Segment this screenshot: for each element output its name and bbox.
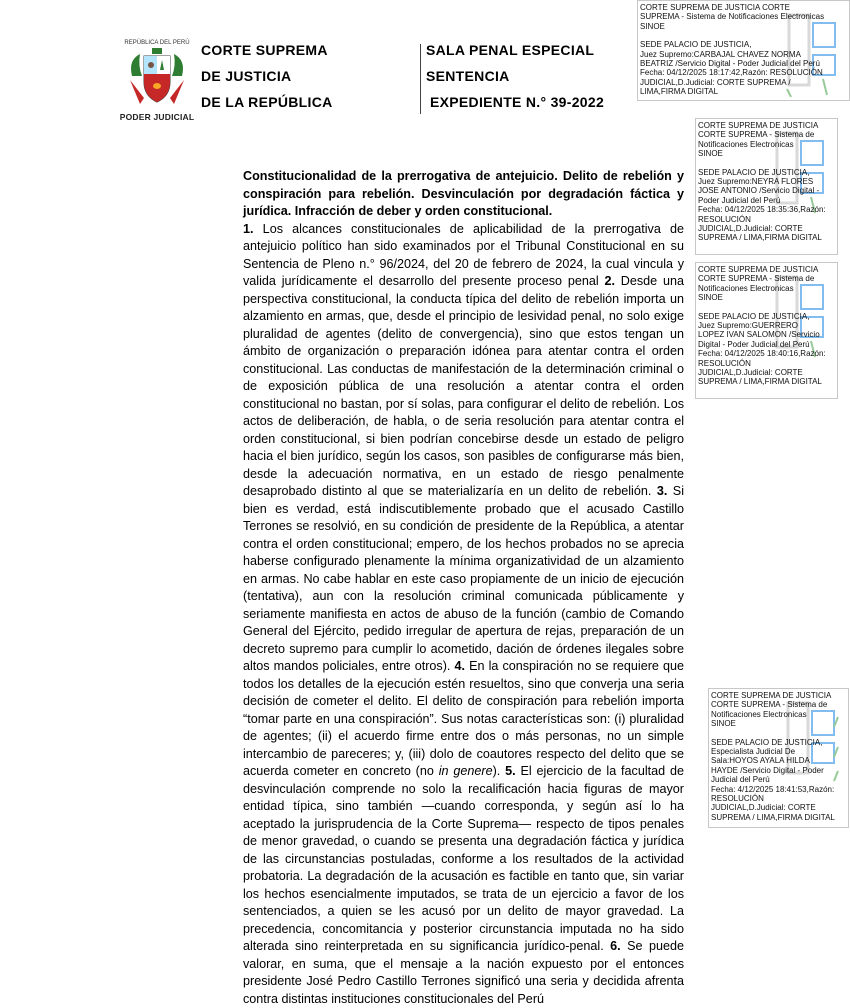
stamp-line: CORTE SUPREMA DE JUSTICIA CORTE [640, 3, 847, 12]
stamp-line: JUDICIAL,D.Judicial: CORTE [698, 224, 835, 233]
stamp-line: HAYDE /Servicio Digital - Poder [711, 766, 846, 775]
stamp-line: SEDE PALACIO DE JUSTICIA, [711, 738, 846, 747]
stamp-line: CORTE SUPREMA - Sistema de [711, 700, 846, 709]
point-number: 6. [610, 939, 621, 953]
case-header-line-1: SALA PENAL ESPECIAL [426, 37, 604, 63]
point-number: 1. [243, 222, 254, 236]
stamp-line: CORTE SUPREMA - Sistema de [698, 130, 835, 139]
stamp-line: SEDE PALACIO DE JUSTICIA, [640, 40, 847, 49]
stamp-line: SEDE PALACIO DE JUSTICIA, [698, 168, 835, 177]
header-divider [420, 44, 421, 114]
digital-signature-stamp [695, 118, 838, 255]
stamp-line: JUDICIAL,D.Judicial: CORTE [711, 803, 846, 812]
court-header-line-3: DE LA REPÚBLICA [201, 89, 333, 115]
stamp-line: LIMA,FIRMA DIGITAL [640, 87, 847, 96]
stamp-line: SEDE PALACIO DE JUSTICIA, [698, 312, 835, 321]
stamp-line: SUPREMA - Sistema de Notificaciones Electronicas [640, 12, 847, 21]
point-number: 5. [505, 764, 516, 778]
stamp-line: Judicial del Perú [711, 775, 846, 784]
point-number: 2. [604, 274, 615, 288]
coat-of-arms-icon [124, 46, 190, 112]
court-header-line-2: DE JUSTICIA [201, 63, 333, 89]
stamp-line: Fecha: 04/12/2025 18:40:16,Razón: [698, 349, 835, 358]
case-header [426, 37, 604, 115]
court-crest [118, 40, 196, 124]
stamp-line: Fecha: 04/12/2025 18:35:36,Razón: [698, 205, 835, 214]
stamp-line: SINOE [640, 22, 847, 31]
summary-heading: Constitucionalidad de la prerrogativa de antejuicio. Delito de rebelión y conspiración para rebelión. Desvinculación por degradación fáctica y jurídica. Infracción de deber y orden constitucional. [243, 168, 684, 221]
stamp-line: CORTE SUPREMA - Sistema de [698, 274, 835, 283]
stamp-line: Especialista Judicial De [711, 747, 846, 756]
case-header-line-3: EXPEDIENTE N.° 39-2022 [426, 89, 604, 115]
stamp-line: SINOE [711, 719, 846, 728]
case-header-line-2: SENTENCIA [426, 63, 604, 89]
stamp-line: LOPEZ IVAN SALOMON /Servicio [698, 330, 835, 339]
point-number: 4. [455, 659, 466, 673]
court-header-line-1: CORTE SUPREMA [201, 37, 333, 63]
stamp-line: RESOLUCIÓN [698, 359, 835, 368]
stamp-line: Notificaciones Electronicas [711, 710, 846, 719]
digital-signature-stamp [708, 688, 849, 828]
stamp-line: BEATRIZ /Servicio Digital - Poder Judicial del Perú [640, 59, 847, 68]
stamp-line: Notificaciones Electronicas [698, 140, 835, 149]
point-text: Si bien es verdad, está indiscutiblemente probado que el acusado Castillo Terrones se resolvió, en su condición de presidente de la República, a atentar contra el orden constitucional; empero, de los hechos probados no se aprecia haberse configurado plenamente la mínima organizatividad de un alzamiento en armas. No cabe hablar en este caso propiamente de un inicio de ejecución (tentativa), aun con la resolución criminal comunicada públicamente y seriamente manifiesta en actos de abuso de la función (cambio de Comando General del Ejército, pedido irregular de apertura de rejas, preparación de un decreto supremo para cumplir lo acometido, dación de órdenes ilegales sobre altos mandos policiales, entre otros). [243, 484, 684, 673]
stamp-line: CORTE SUPREMA DE JUSTICIA [698, 265, 835, 274]
stamp-line: Juez Supremo:GUERRERO [698, 321, 835, 330]
stamp-line: Sala:HOYOS AYALA HILDA [711, 756, 846, 765]
point-number: 3. [657, 484, 668, 498]
stamp-line: SINOE [698, 149, 835, 158]
point-text: Desde una perspectiva constitucional, la conducta típica del delito de rebelión importa un alzamiento en armas, que, desde el principio de lesividad penal, no solo exige pluralidad de agentes (delito de convergencia), sino que estos tengan un ámbito de organización o preparación idónea para atentar contra el orden constitucional. Las conductas de manifestación de la determinación criminal o de exposición pública de una resolución a atentar contra el orden constitucional no bastan, por sí solas, para configurar el delito de rebelión. Los actos de deliberación, de habla, o de seria resolución para atentar contra el orden constitucional, si bien podrían concebirse desde un estado de peligro hacia el bien jurídico, según los casos, son pasibles de configurarse más bien, desde la adecuación normativa, en un estado de riesgo penalmente desaprobado distinto al que se materializaría en un delito de rebelión. [243, 274, 684, 498]
stamp-line: CORTE SUPREMA DE JUSTICIA [711, 691, 846, 700]
stamp-line: Juez Supremo:CARBAJAL CHAVEZ NORMA [640, 50, 847, 59]
stamp-line: SUPREMA / LIMA,FIRMA DIGITAL [698, 233, 835, 242]
sentence-summary [243, 168, 684, 1008]
summary-paragraph [243, 221, 684, 1008]
point-text: Los alcances constitucionales de aplicabilidad de la prerrogativa de antejuicio político han sido examinados por el Tribunal Constitucional en su Sentencia de Pleno n.° 96/2024, del 20 de febrero de 2024, la cual vincula y valida jurídicamente el desarrollo del presente proceso penal [243, 222, 684, 289]
stamp-line: CORTE SUPREMA DE JUSTICIA [698, 121, 835, 130]
stamp-line: SUPREMA / LIMA,FIRMA DIGITAL [711, 813, 846, 822]
stamp-line: RESOLUCIÓN [698, 215, 835, 224]
stamp-line: Juez Supremo:NEYRA FLORES [698, 177, 835, 186]
stamp-line: JOSE ANTONIO /Servicio Digital - [698, 186, 835, 195]
digital-signature-stamp [695, 262, 838, 399]
point-text: El ejercicio de la facultad de desvinculación comprende no solo la recalificación hacia figuras de mayor entidad típica, sino también —cuando corresponda, y según así lo ha aceptado la jurisprudencia de la Corte Suprema— respecto de tipos penales de menor gravedad, o cuando se presenta una degradación fáctica y jurídica de las circunstancias postuladas, conforme a los resultados de la actividad probatoria. La degradación de la acusación es factible en tanto que, sin variar los hechos esencialmente imputados, se trata de un ejercicio a favor de los sentenciados, a quien se les acusó por un delito de mayor gravedad. La precedencia, concomitancia y posterior circunstancia imputada no ha sido alterada sino reinterpretada en su significancia jurídico-penal. [243, 764, 684, 953]
stamp-line: JUDICIAL,D.Judicial: CORTE [698, 368, 835, 377]
digital-signature-stamp [637, 0, 850, 101]
stamp-line: Notificaciones Electronicas [698, 284, 835, 293]
stamp-line: JUDICIAL,D.Judicial: CORTE SUPREMA / [640, 78, 847, 87]
point-text: ). [493, 764, 506, 778]
stamp-line: SINOE [698, 293, 835, 302]
stamp-line: SUPREMA / LIMA,FIRMA DIGITAL [698, 377, 835, 386]
stamp-line: RESOLUCIÓN [711, 794, 846, 803]
latin-term: in genere [439, 764, 493, 778]
crest-arc-text: REPÚBLICA DEL PERÚ [118, 40, 196, 46]
point-text: En la conspiración no se requiere que todos los detalles de la ejecución estén resueltos, sino que converja una seria decisión de cometer el delito. El delito de conspiración para rebelión importa “tomar parte en una conspiración”. Sus notas características son: (i) pluralidad de agentes; (ii) el acuerdo firme entre dos o más personas, no un simple intercambio de pareceres; y, (iii) dolo de coautores respecto del delito que se acuerda cometer en concreto (no [243, 659, 684, 778]
stamp-line: Poder Judicial del Perú [698, 196, 835, 205]
crest-label: PODER JUDICIAL [118, 112, 196, 122]
stamp-line: Fecha: 04/12/2025 18:17:42,Razón: RESOLUCIÓN [640, 68, 847, 77]
point-text: Se puede valorar, en suma, que el mensaje a la nación expuesto por el entonces presidente José Pedro Castillo Terrones significó una seria y decidida afrenta contra distintas instituciones constitucionales del Perú [243, 939, 684, 1006]
stamp-line: Digital - Poder Judicial del Perú [698, 340, 835, 349]
court-header [201, 37, 333, 115]
stamp-line: Fecha: 4/12/2025 18:41:53,Razón: [711, 785, 846, 794]
